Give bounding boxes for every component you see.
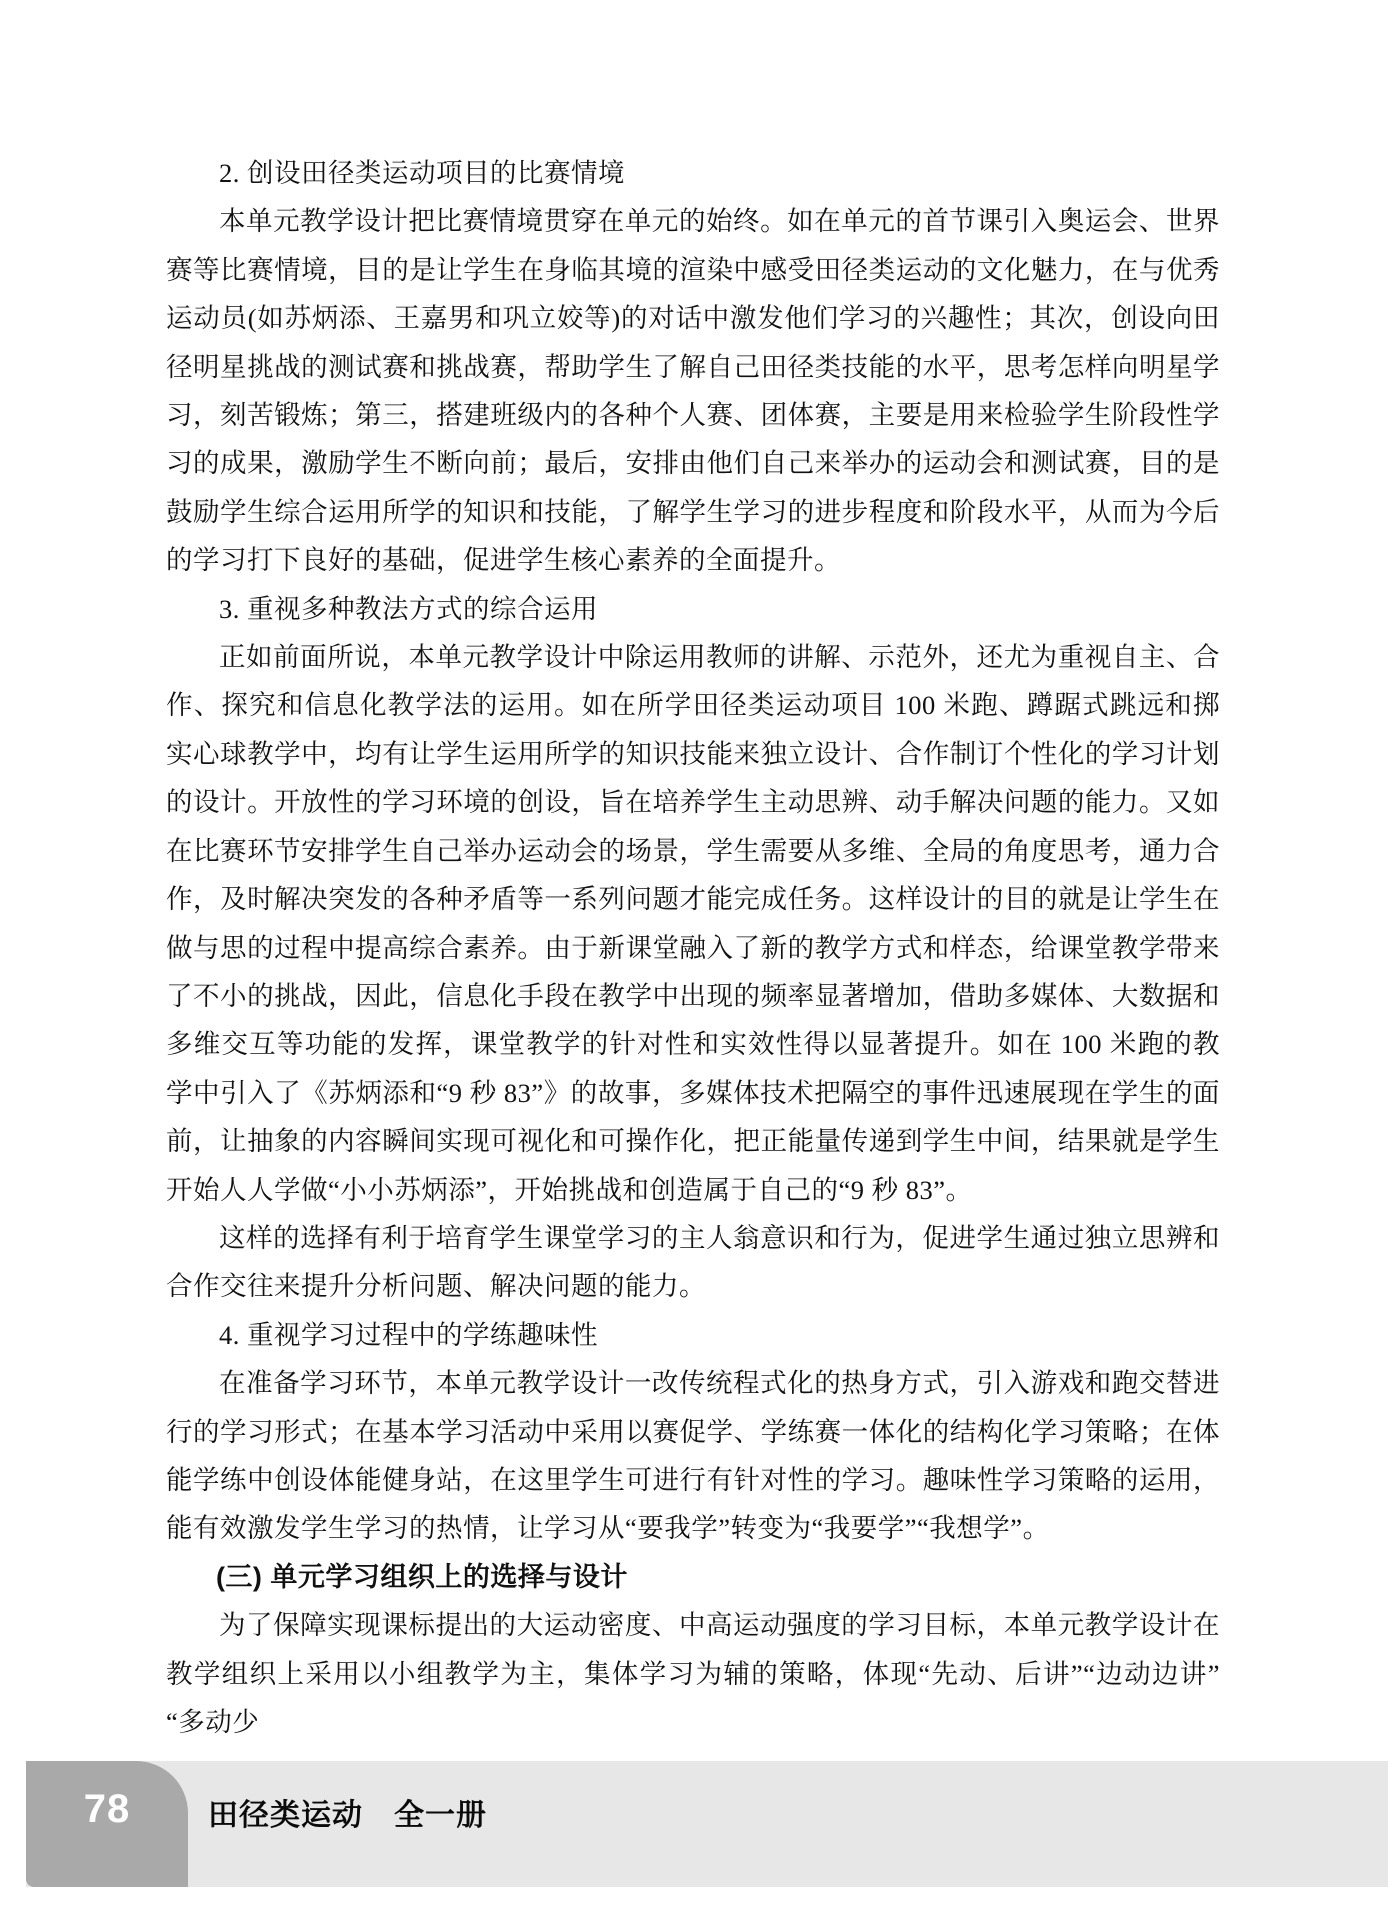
paragraph-unit-organization: 为了保障实现课标提出的大运动密度、中高运动强度的学习目标，本单元教学设计在教学组织上采用以小组教学为主，集体学习为辅的策略，体现“先动、后讲”“边动边讲”“多动少 xyxy=(166,1610,1220,1737)
paragraph-independent-thinking: 这样的选择有利于培育学生课堂学习的主人翁意识和行为，促进学生通过独立思辨和合作交往来提升分析问题、解决问题的能力。 xyxy=(166,1222,1220,1302)
section-heading-unit-organization: (三) 单元学习组织上的选择与设计 xyxy=(215,1561,628,1592)
document-body xyxy=(166,149,1220,1746)
paragraph-competition-scenarios: 本单元教学设计把比赛情境贯穿在单元的始终。如在单元的首节课引入奥运会、世界赛等比赛情境，目的是让学生在身临其境的渲染中感受田径类运动的文化魅力，在与优秀运动员(如苏炳添、王嘉男和巩立姣等)的对话中激发他们学习的兴趣性；其次，创设向田径明星挑战的测试赛和挑战赛，帮助学生了解自己田径类技能的水平，思考怎样向明星学习，刻苦锻炼；第三，搭建班级内的各种个人赛、团体赛，主要是用来检验学生阶段性学习的成果，激励学生不断向前；最后，安排由他们自己来举办的运动会和测试赛，目的是鼓励学生综合运用所学的知识和技能，了解学生学习的进步程度和阶段水平，从而为今后的学习打下良好的基础，促进学生核心素养的全面提升。 xyxy=(166,206,1220,576)
subheading-2-competition-scenarios: 2. 创设田径类运动项目的比赛情境 xyxy=(219,158,625,188)
book-title: 田径类运动 全一册 xyxy=(208,1799,487,1832)
footer-title-wrap xyxy=(208,1761,487,1863)
paragraph-fun-in-learning: 在准备学习环节，本单元教学设计一改传统程式化的热身方式，引入游戏和跑交替进行的学习形式；在基本学习活动中采用以赛促学、学练赛一体化的结构化学习策略；在体能学练中创设体能健身站，在这里学生可进行有针对性的学习。趣味性学习策略的运用，能有效激发学生学习的热情，让学习从“要我学”转变为“我要学”“我想学”。 xyxy=(166,1368,1220,1544)
page-number: 78 xyxy=(83,1787,131,1831)
paragraph-teaching-methods: 正如前面所说，本单元教学设计中除运用教师的讲解、示范外，还尤为重视自主、合作、探究和信息化教学法的运用。如在所学田径类运动项目 100 米跑、蹲踞式跳远和掷实心球教学中，均有让学生运用所学的知识技能来独立设计、合作制订个性化的学习计划的设计。开放性的学习环境的创设，旨在培养学生主动思辨、动手解决问题的能力。又如在比赛环节安排学生自己举办运动会的场景，学生需要从多维、全局的角度思考，通力合作，及时解决突发的各种矛盾等一系列问题才能完成任务。这样设计的目的就是让学生在做与思的过程中提高综合素养。由于新课堂融入了新的教学方式和样态，给课堂教学带来了不小的挑战，因此，信息化手段在教学中出现的频率显著增加，借助多媒体、大数据和多维交互等功能的发挥，课堂教学的针对性和实效性得以显著提升。如在 100 米跑的教学中引入了《苏炳添和“9 秒 83”》的故事，多媒体技术把隔空的事件迅速展现在学生的面前，让抽象的内容瞬间实现可视化和可操作化，把正能量传递到学生中间，结果就是学生开始人人学做“小小苏炳添”，开始挑战和创造属于自己的“9 秒 83”。 xyxy=(166,642,1220,1205)
subheading-3-teaching-methods: 3. 重视多种教法方式的综合运用 xyxy=(219,593,598,624)
subheading-4-fun-in-learning: 4. 重视学习过程中的学练趣味性 xyxy=(219,1319,598,1350)
page-number-block xyxy=(26,1761,188,1887)
